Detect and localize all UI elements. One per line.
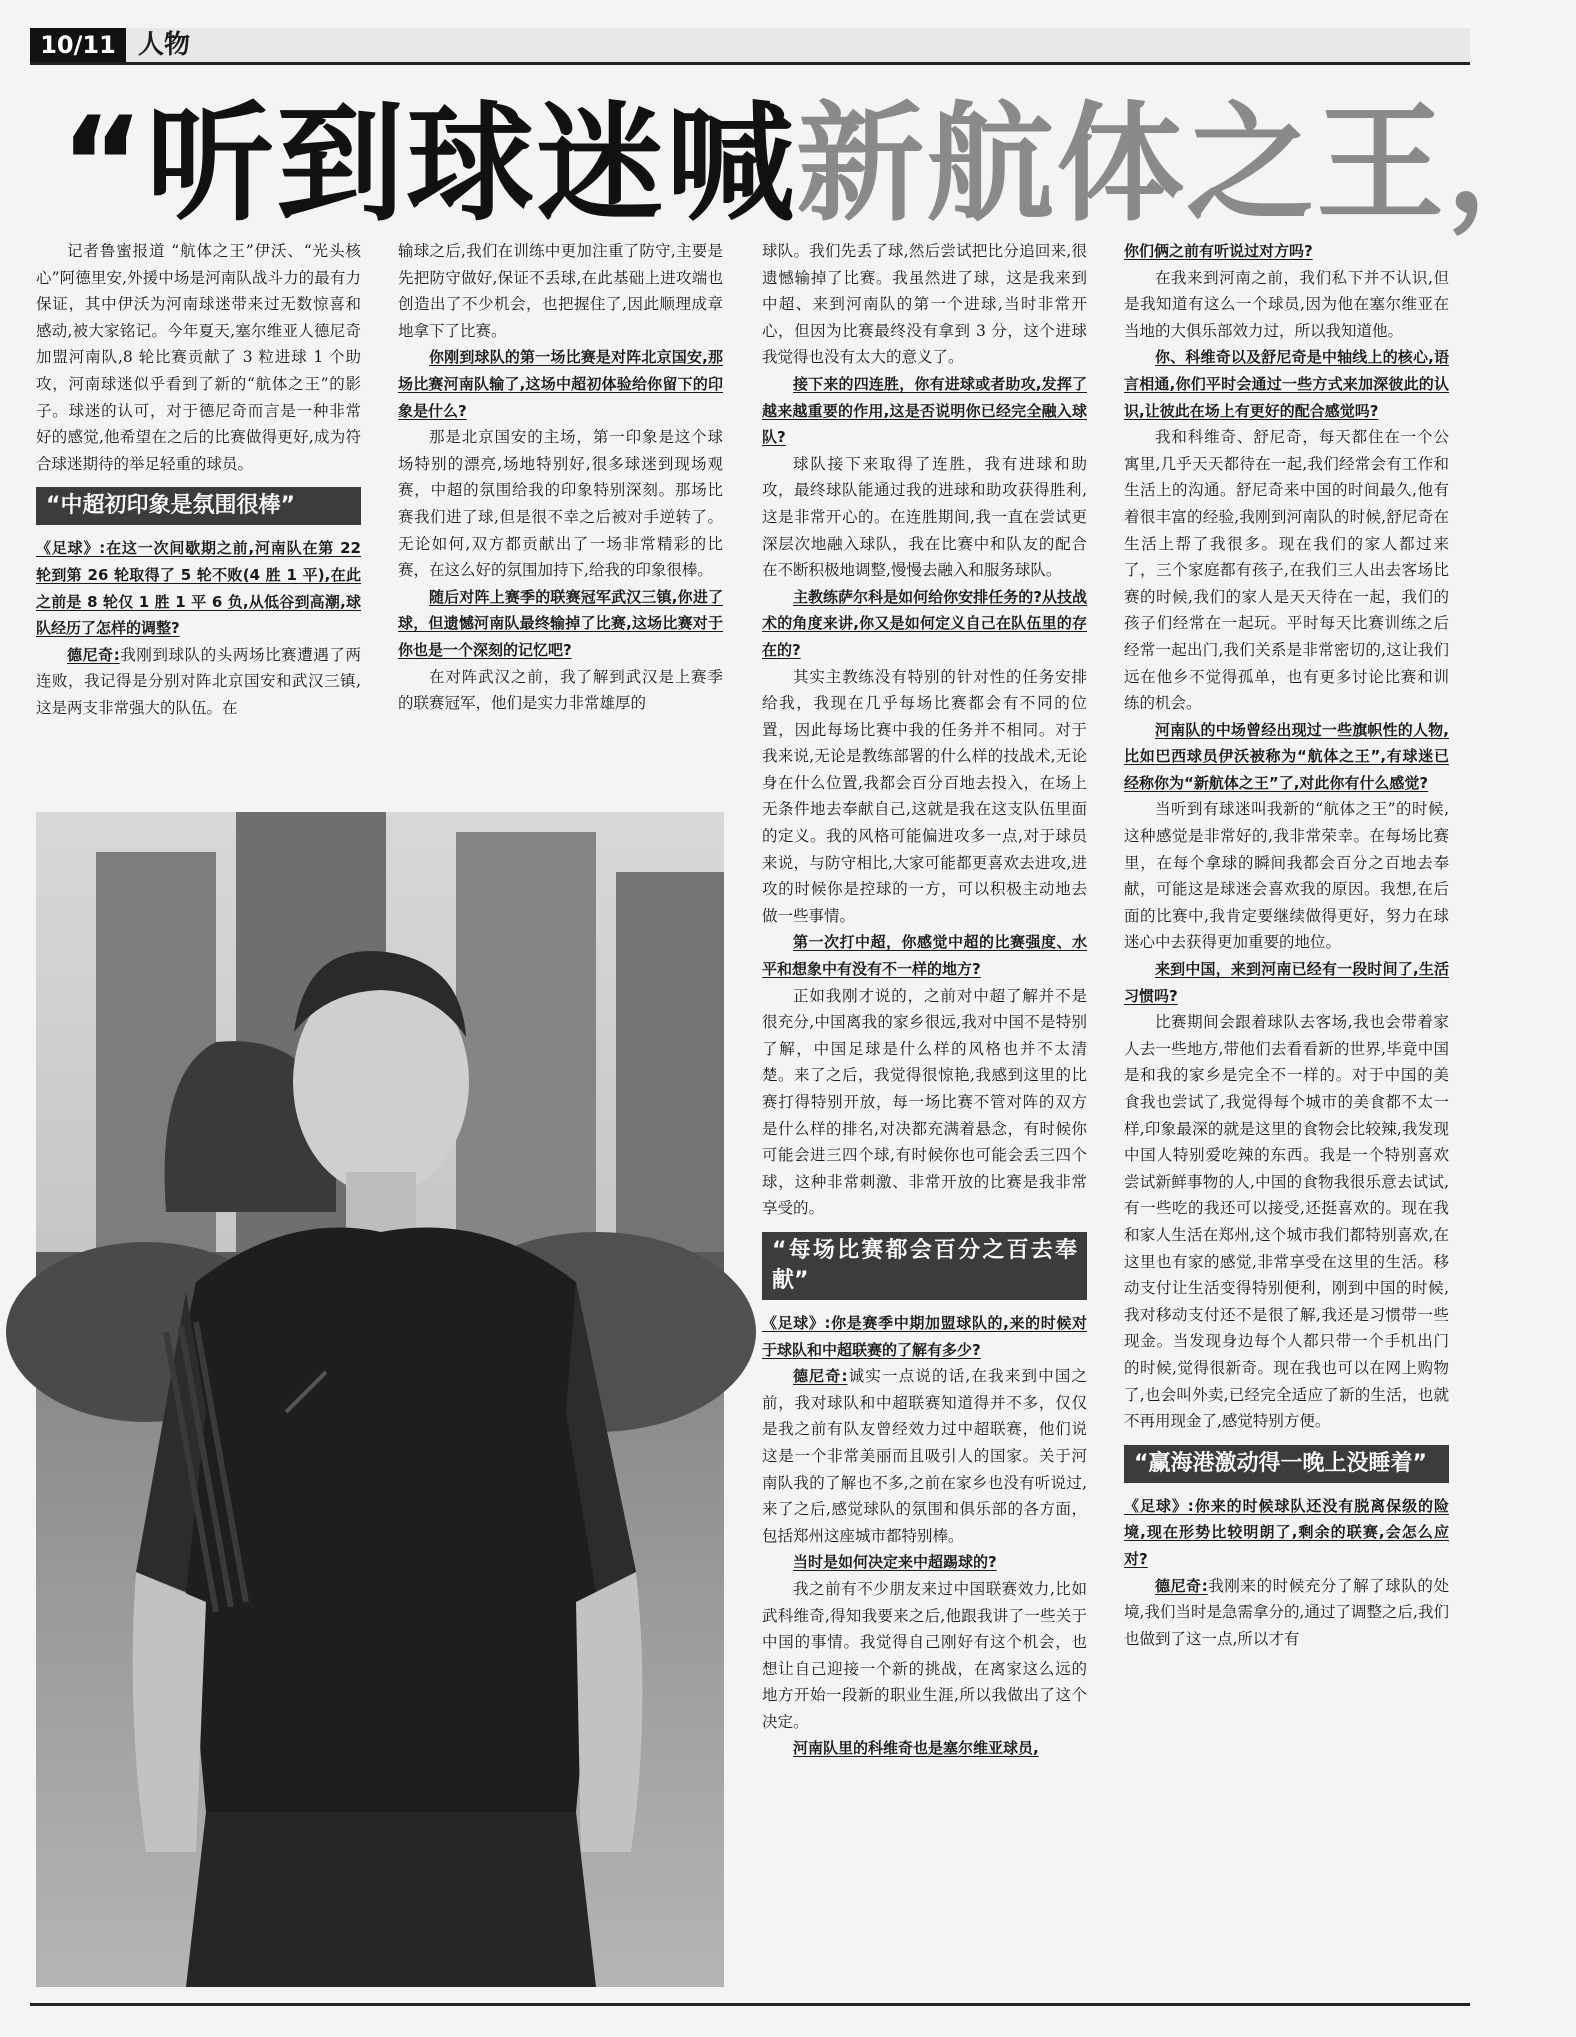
column-3 [762, 238, 1087, 1762]
question [36, 535, 361, 641]
headline [60, 80, 1576, 250]
page-header-bar [30, 28, 1470, 65]
player-photo [36, 812, 724, 1987]
headline-part1: “听到球迷喊 [60, 90, 797, 239]
answer-text: 诚实一点说的话,在我来到中国之前，我对球队和中超联赛知道得并不多，仅仅是我之前有队友曾经效力过中超联赛，他们说这是一个非常美丽而且吸引人的国家。关于河南队我的了解也不多,之前在家乡也没有听说过,来了之后,感觉球队的氛围和俱乐部的各方面，包括郑州这座城市都特别棒。 [762, 1367, 1087, 1545]
intro-paragraph: 记者鲁蜜报道 “航体之王”伊沃、“光头核心”阿德里安,外援中场是河南队战斗力的最有力保证，其中伊沃为河南球迷带来过无数惊喜和感动,被大家铭记。今年夏天,塞尔维亚人德尼奇加盟河南队,8 轮比赛贡献了 3 粒进球 1 个助攻，河南球迷似乎看到了新的“航体之王”的影子。球迷的认可，对于德尼奇而言是一种非常好的感觉,他希望在之后的比赛做得更好,成为符合球迷期待的举足轻重的球员。 [36, 242, 361, 473]
answer-text: 我刚到球队的头两场比赛遭遇了两连败，我记得是分别对阵北京国安和武汉三镇,这是两支非常强大的队伍。在 [36, 645, 361, 717]
subheading-3: “赢海港激动得一晚上没睡着” [1124, 1445, 1449, 1483]
subheading-1: “中超初印象是氛围很棒” [36, 487, 361, 525]
paragraph: 在对阵武汉之前，我了解到武汉是上赛季的联赛冠军，他们是实力非常雄厚的 [398, 667, 723, 713]
answer [36, 642, 361, 722]
question-text: 《足球》:你是赛季中期加盟球队的,来的时候对于球队和中超联赛的了解有多少? [762, 1313, 1087, 1359]
question-text: 来到中国，来到河南已经有一段时间了,生活习惯吗? [1124, 960, 1449, 1005]
paragraph: 我和科维奇、舒尼奇，每天都住在一个公寓里,几乎天天都待在一起,我们经常会有工作和生活上的沟通。舒尼奇来中国的时间最久,他有着很丰富的经验,我刚到河南队的时候,舒尼奇在生活上帮了我很多。现在我们的家人都过来了，三个家庭都有孩子,在我们三人出去客场比赛的时候,我们的家人是天天待在一起，我们的孩子们经常在一起玩。平时每天比赛训练之后经常一起出门,我们关系是非常密切的,这让我们远在他乡不觉得孤单，也有更多讨论比赛和训练的机会。 [1124, 428, 1449, 713]
paragraph: 正如我刚才说的，之前对中超了解并不是很充分,中国离我的家乡很远,我对中国不是特别了解，中国足球是什么样的风格也并不太清楚。来了之后，我觉得很惊艳,我感到这里的比赛打得特别开放，每一场比赛不管对阵的双方是什么样的排名,对决都充满着悬念，有时候你可能会进三四个球,有时候你也可能会丢三四个球，这种非常刺激、非常开放的比赛是我非常享受的。 [762, 986, 1087, 1218]
speaker-label: 德尼奇: [793, 1367, 848, 1386]
paragraph: 球队。我们先丢了球,然后尝试把比分追回来,很遗憾输掉了比赛。我虽然进了球，这是我来到中超、来到河南队的第一个进球,当时非常开心，但因为比赛最终没有拿到 3 分，这个进球我觉得也没有太大的意义了。 [762, 242, 1087, 367]
question-text: 你刚到球队的第一场比赛是对阵北京国安,那场比赛河南队输了,这场中超初体验给你留下的印象是什么? [398, 348, 723, 420]
speaker-label: 德尼奇: [1155, 1576, 1208, 1595]
answer-text: 我刚来的时候充分了解了球队的处境,我们当时是急需拿分的,通过了调整之后,我们也做到了这一点,所以才有 [1124, 1576, 1449, 1648]
paragraph: 我之前有不少朋友来过中国联赛效力,比如武科维奇,得知我要来之后,他跟我讲了一些关于中国的事情。我觉得自己刚好有这个机会，也想让自己迎接一个新的挑战，在离家这么远的地方开始一段新的职业生涯,所以我做出了这个决定。 [762, 1579, 1087, 1731]
paragraph: 其实主教练没有特别的针对性的任务安排给我，我现在几乎每场比赛都会有不同的位置，因此每场比赛中我的任务并不相同。对于我来说,无论是教练部署的什么样的技战术,无论身在什么位置,我都会百分百地去投入，在场上无条件地去奉献自己,这就是我在这支队伍里面的定义。我的风格可能偏进攻多一点,对于球员来说，与防守相比,大家可能都更喜欢去进攻,进攻的时候你是控球的一方，可以积极主动地去做一些事情。 [762, 667, 1087, 925]
question-text: 你、科维奇以及舒尼奇是中轴线上的核心,语言相通,你们平时会通过一些方式来加深彼此的认识,让彼此在场上有更好的配合感觉吗? [1124, 348, 1449, 420]
question-text: 随后对阵上赛季的联赛冠军武汉三镇,你进了球，但遗憾河南队最终输掉了比赛,这场比赛对于你也是一个深刻的记忆吧? [398, 587, 723, 659]
question-text: 河南队的中场曾经出现过一些旗帜性的人物,比如巴西球员伊沃被称为“航体之王”,有球迷已经称你为“新航体之王”了,对此你有什么感觉? [1124, 720, 1449, 792]
headline-part2: 新航体之王， [796, 90, 1576, 239]
question-text: 河南队里的科维奇也是塞尔维亚球员, [793, 1739, 1039, 1758]
subheading-2: “每场比赛都会百分之百去奉献” [762, 1232, 1087, 1300]
paragraph: 当听到有球迷叫我新的“航体之王”的时候,这种感觉是非常好的,我非常荣幸。在每场比赛里，在每个拿球的瞬间我都会百分之百地去奉献，可能这是球迷会喜欢我的原因。我想,在后面的比赛中,我肯定要继续做得更好，努力在球迷心中去获得更加重要的地位。 [1124, 800, 1449, 952]
page-number: 10/11 [30, 28, 126, 62]
paragraph: 在我来到河南之前，我们私下并不认识,但是我知道有这么一个球员,因为他在塞尔维亚在当地的大俱乐部效力过，所以我知道他。 [1124, 268, 1449, 340]
column-4 [1124, 238, 1449, 1652]
question-text: 你们俩之前有听说过对方吗? [1124, 242, 1313, 260]
question-text: 接下来的四连胜，你有进球或者助攻,发挥了越来越重要的作用,这是否说明你已经完全融入球队? [762, 374, 1087, 447]
paragraph: 输球之后,我们在训练中更加注重了防守,主要是先把防守做好,保证不丢球,在此基础上进攻端也创造出了不少机会，也把握住了,因此顺理成章地拿下了比赛。 [398, 242, 723, 340]
column-2 [398, 238, 723, 798]
photo-illustration [36, 812, 724, 1987]
section-title: 人物 [138, 30, 191, 60]
footer-rule [30, 2003, 1470, 2006]
question-text: 主教练萨尔科是如何给你安排任务的?从技战术的角度来讲,你又是如何定义自己在队伍里的存在的? [762, 587, 1087, 659]
speaker-label: 德尼奇: [67, 645, 120, 664]
column-1 [36, 238, 361, 722]
question-text: 当时是如何决定来中超踢球的? [793, 1553, 997, 1572]
question-text: 《足球》:你来的时候球队还没有脱离保级的险境,现在形势比较明朗了,剩余的联赛,会怎么应对? [1124, 1496, 1449, 1568]
paragraph: 那是北京国安的主场，第一印象是这个球场特别的漂亮,场地特别好,很多球迷到现场观赛，中超的氛围给我的印象特别深刻。那场比赛我们进了球,但是很不幸之后被对手逆转了。无论如何,双方都贡献出了一场非常精彩的比赛，在这么好的氛围加持下,给我的印象很棒。 [398, 428, 723, 580]
paragraph: 球队接下来取得了连胜，我有进球和助攻，最终球队能通过我的进球和助攻获得胜利,这是非常开心的。在连胜期间,我一直在尝试更深层次地融入球队，我在比赛中和队友的配合在不断积极地调整,慢慢去融入和服务球队。 [762, 454, 1087, 580]
paragraph: 比赛期间会跟着球队去客场,我也会带着家人去一些地方,带他们去看看新的世界,毕竟中国是和我的家乡是完全不一样的。对于中国的美食我也尝试了,我觉得每个城市的美食都不太一样,印象最深的就是这里的食物会比较辣,我发现中国人特别爱吃辣的东西。我是一个特别喜欢尝试新鲜事物的人,中国的食物我很乐意去试试,有一些吃的我还可以接受,还挺喜欢的。现在我和家人生活在郑州,这个城市我们都特别喜欢,在这里也有家的感觉,非常享受在这里的生活。移动支付让生活变得特别便利，刚到中国的时候,我对移动支付还不是很了解,我还是习惯带一些现金。当发现身边每个人都只带一个手机出门的时候,觉得很新奇。现在我也可以在网上购物了,也会叫外卖,已经完全适应了新的生活，也就不再用现金了,感觉特别方便。 [1124, 1013, 1449, 1431]
question-text: 《足球》:在这一次间歇期之前,河南队在第 22 轮到第 26 轮取得了 5 轮不败(4 胜 1 平),在此之前是 8 轮仅 1 胜 1 平 6 负,从低谷到高潮,球队经历了怎样的调整? [36, 539, 361, 638]
question-text: 第一次打中超，你感觉中超的比赛强度、水平和想象中有没有不一样的地方? [762, 933, 1087, 979]
